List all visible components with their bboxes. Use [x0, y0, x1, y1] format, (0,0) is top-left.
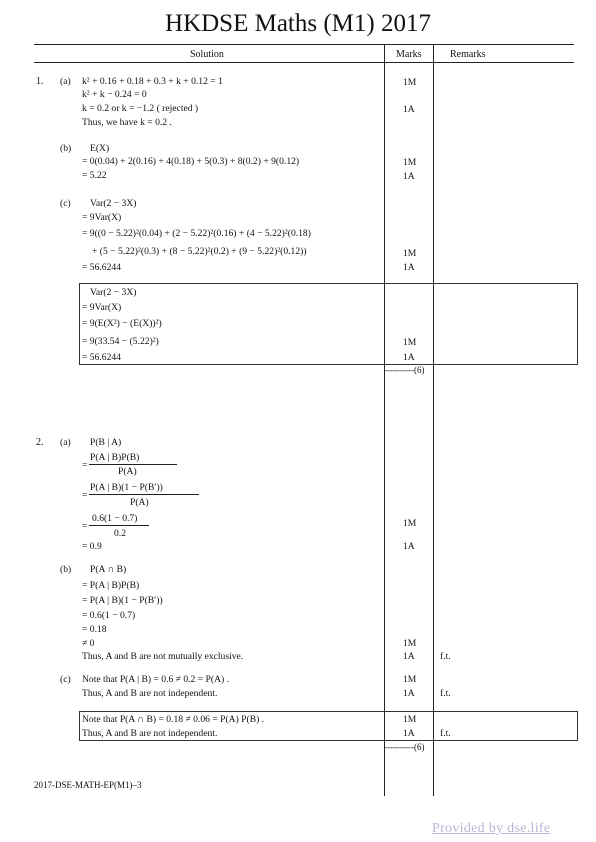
q2a-frac2-den: P(A): [130, 497, 149, 508]
q2a-mark-2: 1A: [403, 541, 415, 552]
q1a-line-4: Thus, we have k = 0.2 .: [82, 117, 172, 128]
q2c-line-2: Thus, A and B are not independent.: [82, 688, 218, 699]
q2a-eq-1: =: [82, 460, 88, 471]
q2a-frac1-num: P(A | B)P(B): [90, 452, 140, 463]
q1c-label: (c): [60, 198, 71, 209]
q1c-line-2: = 9Var(X): [82, 212, 122, 223]
q2b-line-3: = P(A | B)(1 − P(B′)): [82, 595, 163, 606]
q2a-eq-3: =: [82, 521, 88, 532]
q2b-line-5: = 0.18: [82, 624, 107, 635]
q1-alt-line-2: = 9Var(X): [82, 302, 122, 313]
page-footer-code: 2017-DSE-MATH-EP(M1)–3: [34, 780, 142, 790]
q1-alt-line-3: = 9(E(X²) − (E(X))²): [82, 318, 162, 329]
q2a-frac2-bar: [89, 494, 199, 495]
q1a-mark-2: 1A: [403, 104, 415, 115]
q1b-line-3: = 5.22: [82, 170, 107, 181]
remarks-header: Remarks: [450, 49, 486, 60]
q2a-frac3-num: 0.6(1 − 0.7): [92, 513, 138, 524]
q2a-frac3-den: 0.2: [114, 528, 126, 539]
header-top-rule: [34, 44, 574, 45]
q1-total-marks: ----------(6): [384, 365, 425, 375]
q2c-mark-1: 1M: [403, 674, 417, 685]
q2c-line-1: Note that P(A | B) = 0.6 ≠ 0.2 = P(A) .: [82, 674, 229, 685]
q1-alt-mark-2: 1A: [403, 352, 415, 363]
q1-alt-line-1: Var(2 − 3X): [90, 287, 137, 298]
q2c-label: (c): [60, 674, 71, 685]
q1-alt-line-5: = 56.6244: [82, 352, 121, 363]
q1b-mark-2: 1A: [403, 171, 415, 182]
q1a-label: (a): [60, 76, 71, 87]
q2a-label: (a): [60, 437, 71, 448]
q2b-line-1: P(A ∩ B): [90, 564, 127, 575]
page-title: HKDSE Maths (M1) 2017: [165, 10, 431, 37]
q2b-line-6: ≠ 0: [82, 638, 95, 649]
watermark-link[interactable]: Provided by dse.life: [432, 821, 551, 836]
q2b-remark: f.t.: [440, 651, 451, 662]
q1-alt-mark-1: 1M: [403, 337, 417, 348]
q1b-line-2: = 0(0.04) + 2(0.16) + 4(0.18) + 5(0.3) + 8(0.2) + 9(0.12): [82, 156, 300, 167]
q2-alt-line-2: Thus, A and B are not independent.: [82, 728, 218, 739]
q2a-last-line: = 0.9: [82, 541, 102, 552]
q1c-line-4: + (5 − 5.22)²(0.3) + (8 − 5.22)²(0.2) + (9 − 5.22)²(0.12)): [92, 246, 307, 257]
q1c-line-3: = 9((0 − 5.22)²(0.04) + (2 − 5.22)²(0.16) + (4 − 5.22)²(0.18): [82, 228, 311, 239]
q2c-mark-2: 1A: [403, 688, 415, 699]
q2a-frac3-bar: [89, 525, 149, 526]
q2-alt-remark: f.t.: [440, 728, 451, 739]
q1b-mark-1: 1M: [403, 157, 417, 168]
q1a-mark-1: 1M: [403, 77, 417, 88]
q2b-mark-1: 1M: [403, 638, 417, 649]
q2a-eq-2: =: [82, 490, 88, 501]
q1-number: 1.: [36, 76, 44, 87]
q1b-line-1: E(X): [90, 143, 110, 154]
q1a-line-1: k² + 0.16 + 0.18 + 0.3 + k + 0.12 = 1: [82, 76, 223, 87]
marks-header: Marks: [396, 49, 422, 60]
q2a-frac2-num: P(A | B)(1 − P(B′)): [90, 482, 163, 493]
q2b-line-7: Thus, A and B are not mutually exclusive.: [82, 651, 244, 662]
q2b-line-4: = 0.6(1 − 0.7): [82, 610, 136, 621]
q1-alt-line-4: = 9(33.54 − (5.22)²): [82, 336, 159, 347]
q2-alt-mark-2: 1A: [403, 728, 415, 739]
q2b-line-2: = P(A | B)P(B): [82, 580, 140, 591]
q1a-line-2: k² + k − 0.24 = 0: [82, 89, 147, 100]
q2a-line-1: P(B | A): [90, 437, 122, 448]
q1c-line-5: = 56.6244: [82, 262, 121, 273]
q2a-frac1-den: P(A): [118, 466, 137, 477]
q2-number: 2.: [36, 437, 44, 448]
q1c-mark-2: 1A: [403, 262, 415, 273]
q2a-mark-1: 1M: [403, 518, 417, 529]
marks-column-left-border: [384, 44, 385, 796]
header-bottom-rule: [34, 62, 574, 63]
q2c-remark: f.t.: [440, 688, 451, 699]
q1c-mark-1: 1M: [403, 248, 417, 259]
solution-header: Solution: [190, 49, 224, 60]
q2a-frac1-bar: [89, 464, 177, 465]
q1c-line-1: Var(2 − 3X): [90, 198, 137, 209]
q1b-label: (b): [60, 143, 72, 154]
q2b-mark-2: 1A: [403, 651, 415, 662]
q2b-label: (b): [60, 564, 72, 575]
q2-total-marks: ----------(6): [384, 742, 425, 752]
marks-column-right-border: [433, 44, 434, 796]
q2-alt-mark-1: 1M: [403, 714, 417, 725]
q2-alt-line-1: Note that P(A ∩ B) = 0.18 ≠ 0.06 = P(A) P(B) .: [82, 714, 265, 725]
q1a-line-3: k = 0.2 or k = −1.2 ( rejected ): [82, 103, 199, 114]
